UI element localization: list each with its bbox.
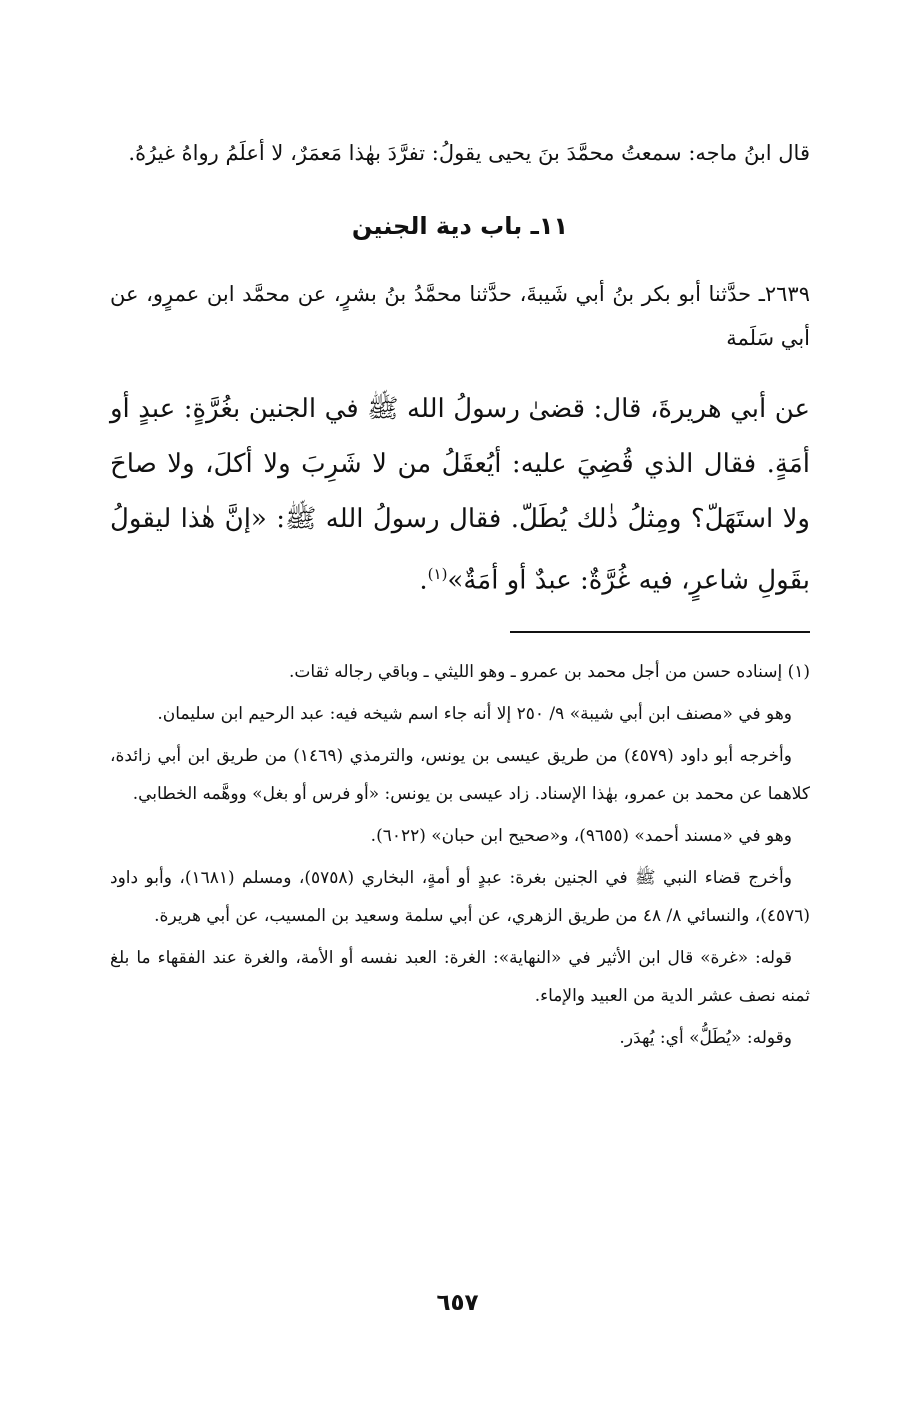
footnote-paragraph: وهو في «مصنف ابن أبي شيبة» ٩/ ٢٥٠ إلا أنه جاء اسم شيخه فيه: عبد الرحيم ابن سليمان.: [157, 703, 792, 724]
footnote-paragraph: وأخرجه أبو داود (٤٥٧٩) من طريق عيسى بن يونس، والترمذي (١٤٦٩) من طريق ابن أبي زائدة، كلاهما عن محمد بن عمرو، بهٰذا الإسناد. زاد عيسى بن يونس: «أو فرس أو بغل» ووهَّمه الخطابي.: [110, 745, 810, 804]
page-number: ٦٥٧: [436, 1290, 479, 1316]
footnote-marker: (١): [427, 565, 448, 583]
footnotes-section: [110, 653, 810, 1057]
page-content: [110, 130, 810, 1330]
footnote-paragraph: وهو في «مسند أحمد» (٩٦٥٥)، و«صحيح ابن حبان» (٦٠٢٢).: [370, 825, 792, 846]
hadith-body: عن أبي هريرةَ، قال: قضىٰ رسولُ الله ﷺ في الجنين بغُرَّةٍ: عبدٍ أو أمَةٍ. فقال الذي قُضِيَ عليه: أيُعقَلُ من لا شَرِبَ ولا أكلَ، ولا صاحَ ولا استَهَلّ؟ ومِثلُ ذٰلك يُطَلّ. فقال رسولُ الله ﷺ: «إنَّ هٰذا ليقولُ بقَولِ شاعرٍ، فيه غُرَّةٌ: عبدٌ أو أمَةٌ»: [110, 394, 810, 596]
footnote-paragraph: وأخرج قضاء النبي ﷺ في الجنين بغرة: عبدٍ أو أمةٍ، البخاري (٥٧٥٨)، ومسلم (١٦٨١)، وأبو داود (٤٥٧٦)، والنسائي ٨/ ٤٨ من طريق الزهري، عن أبي سلمة وسعيد بن المسيب، عن أبي هريرة.: [110, 867, 810, 926]
intro-paragraph: قال ابنُ ماجه: سمعتُ محمَّدَ بنَ يحيى يقولُ: تفرَّدَ بهٰذا مَعمَرٌ، لا أعلَمُ رواهُ غيرُهُ.: [128, 141, 810, 165]
hadith-chain: ٢٦٣٩ـ حدَّثنا أبو بكر بنُ أبي شَيبةَ، حدَّثنا محمَّدُ بنُ بشرٍ، عن محمَّد ابن عمرٍو، عن أبي سَلَمة: [110, 282, 810, 350]
chapter-title: ١١ـ باب دية الجنين: [351, 212, 569, 240]
hadith-text: عن أبي هريرةَ، قال: قضىٰ رسولُ الله ﷺ في الجنين بغُرَّةٍ: عبدٍ أو أمَةٍ. فقال الذي قُضِيَ عليه: أيُعقَلُ من لا شَرِبَ ولا أكلَ، ولا صاحَ ولا استَهَلّ؟ ومِثلُ ذٰلك يُطَلّ. فقال رسولُ الله ﷺ: «إنَّ هٰذا ليقولُ بقَولِ شاعرٍ، فيه غُرَّةٌ: عبدٌ أو أمَةٌ»$^{(١)}$.: [110, 394, 810, 596]
footnote-paragraph: قوله: «غرة» قال ابن الأثير في «النهاية»: الغرة: العبد نفسه أو الأمة، والغرة عند الفقهاء ما بلغ ثمنه نصف عشر الدية من العبيد والإماء.: [110, 947, 810, 1006]
footnote-1: (١) إسناده حسن من أجل محمد بن عمرو ـ وهو الليثي ـ وباقي رجاله ثقات.: [288, 661, 810, 682]
footnote-paragraph: وقوله: «يُطَلُّ» أي: يُهدَر.: [619, 1027, 792, 1048]
footnote-divider: [510, 631, 810, 633]
